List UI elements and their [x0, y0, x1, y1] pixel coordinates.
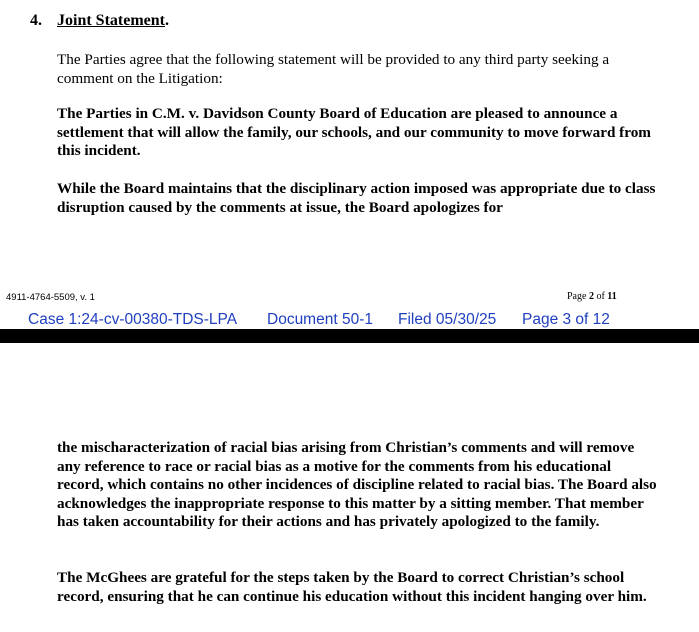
intro-paragraph: The Parties agree that the following statement will be provided to any third party seeking a comment on the Litigation:: [57, 51, 610, 87]
case-number: Case 1:24-cv-00380-TDS-LPA: [28, 311, 238, 328]
page-prefix: Page: [567, 291, 589, 302]
page-middle: of: [593, 291, 608, 302]
mcghees-paragraph: The McGhees are grateful for the steps taken by the Board to correct Christian’s school record, ensuring that he can continue his education without this incident hanging over him.: [57, 569, 647, 605]
continued-paragraph: the mischaracterization of racial bias arising from Christian’s comments and will remove any reference to race or racial bias as a motive for the comments from his educational record, which contains no other incidences of discipline related to racial bias. The Board also acknowledges the inappropriate response to this matter by a sitting member. That member has taken accountability for their actions and has privately apologized to the family.: [57, 439, 657, 530]
section-title: Joint Statement: [57, 12, 165, 29]
page-divider: [0, 329, 699, 343]
statement-paragraph-1: The Parties in C.M. v. Davidson County Board of Education are pleased to announce a settlement that will allow the family, our schools, and our community to move forward from this incident.: [57, 105, 651, 159]
statement-paragraph-2: While the Board maintains that the disciplinary action imposed was appropriate due to class disruption caused by the comments at issue, the Board apologizes for: [57, 180, 656, 216]
section-title-suffix: .: [164, 12, 169, 29]
document-id: 4911-4764-5509, v. 1: [6, 292, 95, 303]
section-number: 4.: [30, 12, 42, 29]
filed-date: Filed 05/30/25: [398, 311, 497, 328]
case-page: Page 3 of 12: [522, 311, 610, 328]
document-number: Document 50-1: [267, 311, 373, 328]
page-current: 2: [588, 291, 594, 302]
page-total: 11: [607, 291, 617, 302]
section-heading: [30, 12, 169, 30]
page-number: [567, 291, 617, 302]
